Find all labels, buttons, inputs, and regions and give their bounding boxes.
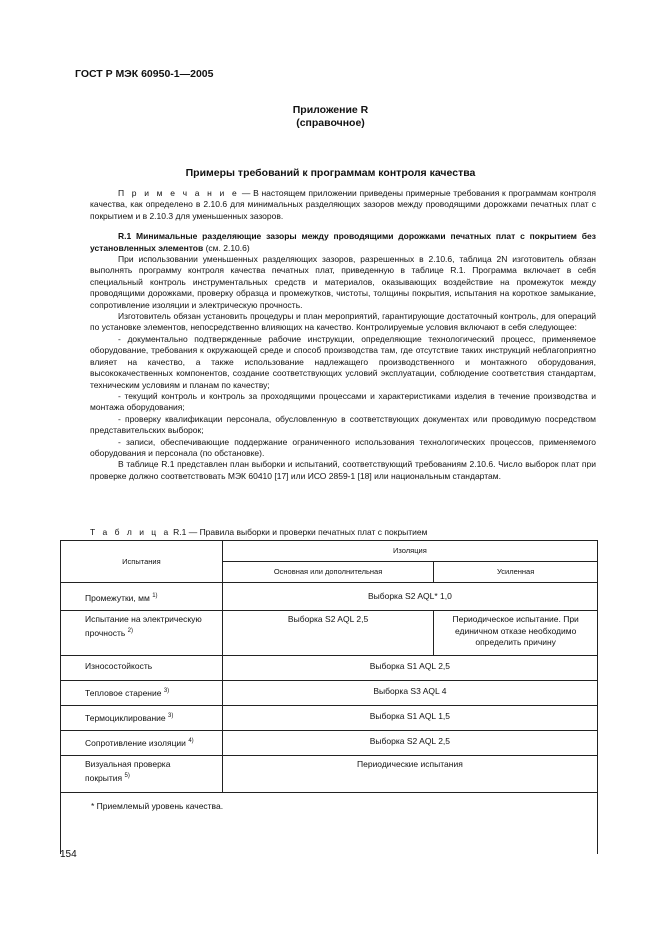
test-name: Визуальная проверка покрытия $^{5)}$	[61, 756, 223, 793]
document-body	[90, 188, 596, 482]
standard-header: ГОСТ Р МЭК 60950-1—2005	[75, 68, 214, 80]
annex-subtitle: (справочное)	[296, 117, 365, 129]
header-reinforced: Усиленная	[434, 562, 598, 583]
page-number: 154	[60, 849, 77, 860]
section-ref: (см. 2.10.6)	[203, 242, 250, 253]
table-row	[61, 656, 598, 681]
table-header-row	[61, 541, 598, 562]
section-heading-paragraph	[90, 231, 596, 254]
note-label: П р и м е ч а н и е	[118, 188, 240, 198]
test-value: Выборка S2 AQL 2,5	[222, 731, 597, 756]
paragraph: В таблице R.1 представлен план выборки и испытаний, соответствующий требованиям 2.10.6. Число выборок плат при проверке должно соответствовать МЭК 60410 [17] или ИСО 2859-1 [18] или национальным стандартам.	[90, 459, 596, 481]
table-row	[61, 681, 598, 706]
table-footnote: * Приемлемый уровень качества.	[61, 793, 598, 855]
note-text: — В настоящем приложении приведены примерные требования к программам контроля качества, как определено в 2.10.6 для минимальных разделяющих зазоров между проводящими дорожками печатных плат с покрытием и в 2.10.3 для уменьшенных зазоров.	[90, 188, 596, 221]
table-caption-text: R.1 — Правила выборки и проверки печатных плат с покрытием	[170, 527, 428, 537]
test-value-basic: Выборка S2 AQL 2,5	[222, 611, 433, 656]
section-heading: R.1 Минимальные разделяющие зазоры между проводящими дорожками печатных плат с покрытием без установленных элементов	[90, 231, 596, 253]
table-row	[61, 731, 598, 756]
sampling-table	[60, 540, 598, 854]
test-name: Сопротивление изоляции $^{4)}$	[61, 731, 223, 756]
annex-title: Приложение R	[292, 104, 369, 116]
test-value: Выборка S3 AQL 4	[222, 681, 597, 706]
test-name: Тепловое старение $^{3)}$	[61, 681, 223, 706]
header-tests: Испытания	[61, 541, 223, 583]
table-footnote-row	[61, 793, 598, 855]
test-value: Выборка S1 AQL 1,5	[222, 706, 597, 731]
test-name: Испытание на электрическую прочность $^{2)}$	[61, 611, 223, 656]
table-row	[61, 611, 598, 656]
paragraph: Изготовитель обязан установить процедуры и план мероприятий, гарантирующие достаточный контроль, для операций по установке элементов, непосредственно влияющих на качество. Контролируемые условия включают в себя следующее:	[90, 311, 596, 333]
note-paragraph	[90, 188, 596, 222]
paragraph: - текущий контроль и контроль за проходящими процессами и характеристиками изделия в течение производства и монтажа оборудования;	[90, 390, 596, 413]
table-row	[61, 583, 598, 611]
table-caption-label: Т а б л и ц а	[90, 527, 171, 537]
table-row	[61, 706, 598, 731]
header-insulation: Изоляция	[222, 541, 597, 562]
test-name: Термоциклирование $^{3)}$	[61, 706, 223, 731]
paragraph: - записи, обеспечивающие поддержание ограниченного использования технологических процессов, применяемого оборудования и персонала (по обстановке).	[90, 436, 596, 458]
main-title: Примеры требований к программам контроля качества	[185, 167, 476, 179]
table-caption	[90, 527, 428, 537]
annex-heading	[60, 104, 601, 130]
test-name: Промежутки, мм $^{1)}$	[61, 583, 223, 611]
header-basic: Основная или дополнительная	[222, 562, 433, 583]
test-value: Периодические испытания	[222, 756, 597, 793]
paragraph: - проверку квалификации персонала, обусловленную в соответствующих документах или проводимую посредством представительских выборок;	[90, 413, 596, 436]
paragraph: - документально подтвержденные рабочие инструкции, определяющие технологический процесс, применяемое оборудование, требования к окружающей среде и способ производства там, где отсутствие таких инструкций неблагоприятно влияет на качество, а также использование надлежащего производственного и монтажного оборудования, высококачественных компонентов, создание соответствующих условий эксплуатации, соблюдение соответствия стандартам, техническим условиям и планам по качеству;	[90, 333, 596, 390]
test-name: Износостойкость	[61, 656, 223, 681]
test-value: Выборка S1 AQL 2,5	[222, 656, 597, 681]
table-row	[61, 756, 598, 793]
test-value: Выборка S2 AQL* 1,0	[222, 583, 597, 611]
test-value-reinforced: Периодическое испытание. При единичном отказе необходимо определить причину	[434, 611, 598, 656]
paragraph: При использовании уменьшенных разделяющих зазоров, разрешенных в 2.10.6, таблица 2N изготовитель обязан выполнять программу контроля качества печатных плат, приведенную в таблице R.1. Программа включает в себя специальный контроль инструментальных средств и материалов, оказывающих воздействие на промежуток между проводящими дорожками, проверку образца и промежутков, чистоты, толщины покрытия, испытания на короткое замыкание, сопротивление изоляции и электрическую прочность.	[90, 254, 596, 310]
